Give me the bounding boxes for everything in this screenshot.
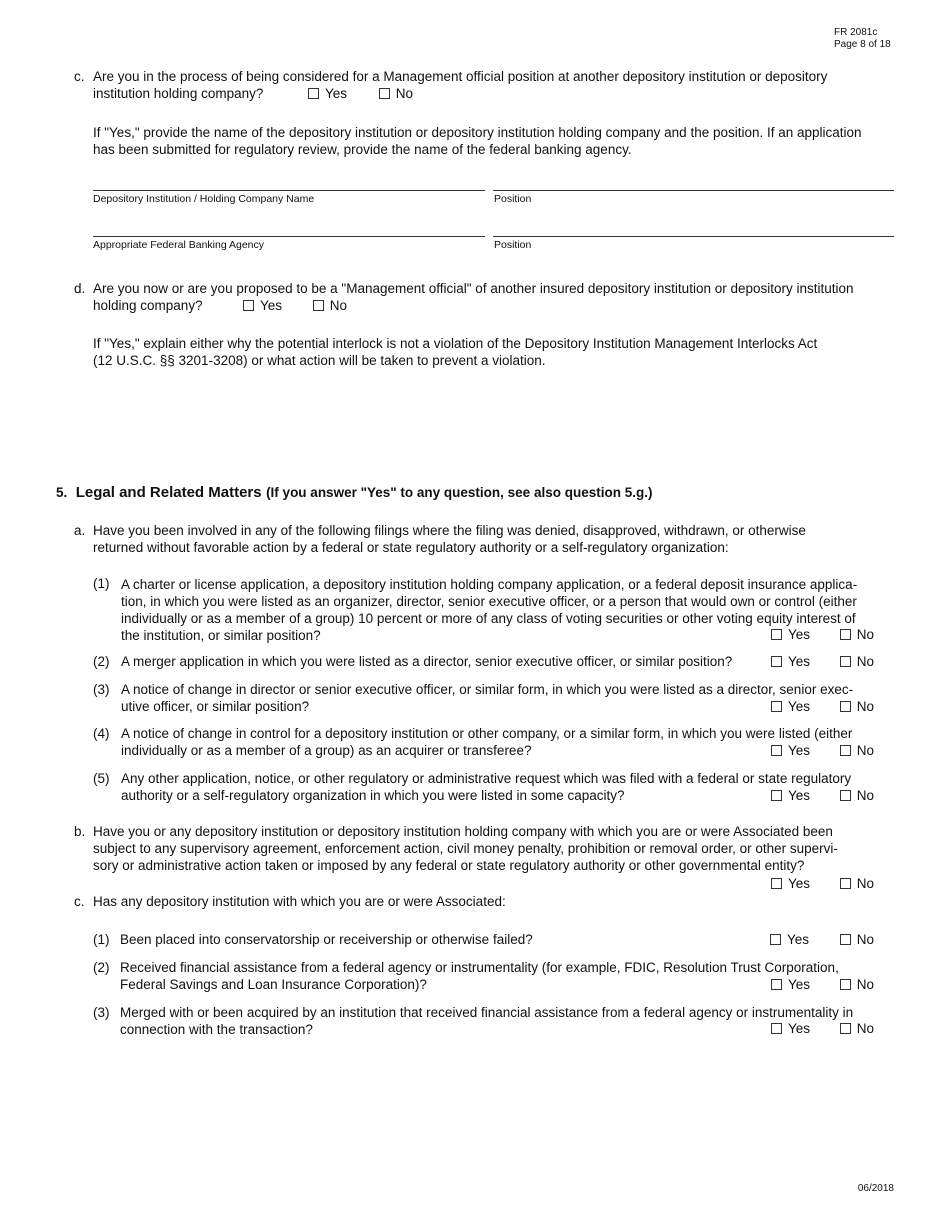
q5b-no-option[interactable] — [840, 875, 874, 892]
q5a3-no-option[interactable] — [840, 698, 874, 715]
q5a5-line2: authority or a self-regulatory organization in which you were listed in some capacity? — [121, 788, 625, 803]
q5c1-question: Been placed into conservatorship or receivership or otherwise failed? — [120, 932, 533, 947]
q5a4-line1: A notice of change in control for a depository institution or other company, or a similar form, in which you were listed (either — [121, 726, 853, 741]
q5a4-no-checkbox[interactable] — [840, 745, 851, 756]
page-number: Page 8 of 18 — [834, 39, 891, 50]
q5a1-line3: individually or as a member of a group) 10 percent or more of any class of voting securities or other voting equity interest of — [121, 611, 856, 626]
q5a1-marker: (1) — [93, 576, 110, 591]
q5c3-no-checkbox[interactable] — [840, 1023, 851, 1034]
q5a4-no-option[interactable] — [840, 742, 874, 759]
q5c2-answer — [771, 976, 874, 993]
q4c-yes-option[interactable] — [308, 85, 347, 102]
q5c3-no-option[interactable] — [840, 1020, 874, 1037]
q4c-no-label: No — [395, 86, 414, 101]
q5a-marker: a. — [74, 523, 86, 538]
q5b-line2: subject to any supervisory agreement, enforcement action, civil money penalty, prohibition or removal order, or other supervi- — [93, 841, 838, 856]
q4c-yes-checkbox[interactable] — [308, 88, 319, 99]
q4d-marker: d. — [74, 281, 86, 296]
q5c3-line1: Merged with or been acquired by an institution that received financial assistance from a federal agency or instrumentality in — [120, 1005, 854, 1020]
q5b-yes-option[interactable] — [771, 875, 810, 892]
section5-title: Legal and Related Matters — [75, 484, 262, 501]
q5c3-yes-checkbox[interactable] — [771, 1023, 782, 1034]
q5a5-yes-checkbox[interactable] — [771, 790, 782, 801]
q5c-marker: c. — [74, 894, 85, 909]
q4d-followup-line2: (12 U.S.C. §§ 3201-3208) or what action will be taken to prevent a violation. — [93, 353, 546, 368]
q5a4-marker: (4) — [93, 726, 110, 741]
q5c2-yes-option[interactable] — [771, 976, 810, 993]
q4d-followup-line1: If "Yes," explain either why the potential interlock is not a violation of the Depository Institution Management Interlocks Act — [93, 336, 818, 351]
q5b-answer — [771, 875, 874, 892]
q5a4-yes-option[interactable] — [771, 742, 810, 759]
q4c-answer — [308, 85, 413, 102]
form-id: FR 2081c — [834, 27, 878, 38]
q4d-answer — [243, 297, 347, 314]
q5a3-answer — [771, 698, 874, 715]
q5c3-yes-label: Yes — [788, 1021, 811, 1036]
q5c1-no-option[interactable] — [840, 931, 874, 948]
q5c1-yes-label: Yes — [787, 932, 810, 947]
q4c-position-label-1: Position — [494, 193, 532, 205]
q5c3-line2: connection with the transaction? — [120, 1022, 313, 1037]
q4c-institution-name-field[interactable] — [93, 190, 485, 191]
q5c1-answer — [770, 931, 874, 948]
q5a3-yes-checkbox[interactable] — [771, 701, 782, 712]
q5c1-no-label: No — [856, 932, 875, 947]
q4c-followup-line1: If "Yes," provide the name of the depository institution or depository institution holding company and the position. If an application — [93, 125, 862, 140]
revision-date: 06/2018 — [857, 1183, 894, 1194]
q5b-yes-checkbox[interactable] — [771, 878, 782, 889]
q5b-line1: Have you or any depository institution or depository institution holding company with which you are or were Associated been — [93, 824, 833, 839]
q5a1-line4: the institution, or similar position? — [121, 628, 321, 643]
q5a2-answer — [771, 653, 874, 670]
q5a3-marker: (3) — [93, 682, 110, 697]
q4c-position-field-2[interactable] — [493, 236, 894, 237]
q5a1-no-checkbox[interactable] — [840, 629, 851, 640]
q4c-banking-agency-field[interactable] — [93, 236, 485, 237]
q5a1-yes-label: Yes — [788, 627, 811, 642]
q5a5-marker: (5) — [93, 771, 110, 786]
q4c-position-label-2: Position — [494, 239, 532, 251]
q5c3-yes-option[interactable] — [771, 1020, 810, 1037]
q4c-line2: institution holding company? — [93, 86, 264, 101]
q4c-position-field-1[interactable] — [493, 190, 894, 191]
section5-heading — [56, 484, 652, 502]
q5a1-no-label: No — [856, 627, 875, 642]
q5a1-yes-checkbox[interactable] — [771, 629, 782, 640]
q4d-yes-label: Yes — [260, 298, 283, 313]
q4d-line2: holding company? — [93, 298, 203, 313]
q5a1-no-option[interactable] — [840, 626, 874, 643]
q5a3-no-label: No — [856, 699, 875, 714]
q5a-question — [93, 522, 913, 556]
q5c1-yes-option[interactable] — [770, 931, 809, 948]
q5a5-line1: Any other application, notice, or other regulatory or administrative request which was filed with a federal or state regulatory — [121, 771, 852, 786]
q5c2-yes-checkbox[interactable] — [771, 979, 782, 990]
q5b-no-checkbox[interactable] — [840, 878, 851, 889]
q5a4-line2: individually or as a member of a group) as an acquirer or transferee? — [121, 743, 532, 758]
q5a2-question — [121, 653, 771, 670]
q5c1-yes-checkbox[interactable] — [770, 934, 781, 945]
q5a5-no-checkbox[interactable] — [840, 790, 851, 801]
q5c2-no-label: No — [856, 977, 875, 992]
q5a3-no-checkbox[interactable] — [840, 701, 851, 712]
q5a2-marker: (2) — [93, 654, 110, 669]
q5a4-answer — [771, 742, 874, 759]
q5a2-yes-label: Yes — [788, 654, 811, 669]
q5a2-no-checkbox[interactable] — [840, 656, 851, 667]
q5c3-marker: (3) — [93, 1005, 110, 1020]
q5a4-yes-label: Yes — [788, 743, 811, 758]
q4c-followup-line2: has been submitted for regulatory review, provide the name of the federal banking agency. — [93, 142, 632, 157]
q5a2-no-label: No — [856, 654, 875, 669]
q4c-institution-name-label: Depository Institution / Holding Company Name — [93, 193, 315, 205]
q5b-question — [93, 823, 893, 874]
q5a4-no-label: No — [856, 743, 875, 758]
q4c-banking-agency-label: Appropriate Federal Banking Agency — [93, 239, 265, 251]
q5a5-no-label: No — [856, 788, 875, 803]
q4d-question — [93, 280, 913, 314]
q4c-line1: Are you in the process of being considered for a Management official position at another depository institution or depository — [93, 69, 828, 84]
q4c-no-option[interactable] — [379, 85, 413, 102]
q5c2-line1: Received financial assistance from a federal agency or instrumentality (for example, FDIC, Resolution Trust Corporation, — [120, 960, 839, 975]
q5a2-yes-checkbox[interactable] — [771, 656, 782, 667]
q5a3-yes-option[interactable] — [771, 698, 810, 715]
q5a5-yes-label: Yes — [788, 788, 811, 803]
q4c-marker: c. — [74, 69, 85, 84]
q5c2-marker: (2) — [93, 960, 110, 975]
q5a1-line1: A charter or license application, a depository institution holding company application, or a federal deposit insurance applica- — [121, 577, 858, 592]
q5a5-no-option[interactable] — [840, 787, 874, 804]
q5a2-line1: A merger application in which you were listed as a director, senior executive officer, or similar position? — [121, 654, 733, 669]
q5b-line3: sory or administrative action taken or imposed by any federal or state regulatory authority or other governmental entity? — [93, 858, 805, 873]
q4c-yes-label: Yes — [325, 86, 348, 101]
q4c-followup — [93, 124, 913, 158]
q4d-followup — [93, 335, 913, 369]
form-header — [834, 27, 894, 51]
q4d-no-option[interactable] — [313, 297, 347, 314]
q4d-line1: Are you now or are you proposed to be a "Management official" of another insured depository institution or depository institution — [93, 281, 854, 296]
q5c2-line2: Federal Savings and Loan Insurance Corporation)? — [120, 977, 427, 992]
q5b-yes-label: Yes — [788, 876, 811, 891]
q5b-no-label: No — [856, 876, 875, 891]
q4d-no-label: No — [329, 298, 348, 313]
q5a1-yes-option[interactable] — [771, 626, 810, 643]
q4c-no-checkbox[interactable] — [379, 88, 390, 99]
q5c2-no-checkbox[interactable] — [840, 979, 851, 990]
q5a3-line1: A notice of change in director or senior executive officer, or similar form, in which you were listed as a director, senior exec- — [121, 682, 854, 697]
q5c2-no-option[interactable] — [840, 976, 874, 993]
q5c3-answer — [771, 1020, 874, 1037]
q5a5-answer — [771, 787, 874, 804]
q4d-no-checkbox[interactable] — [313, 300, 324, 311]
q4c-question — [93, 68, 913, 102]
q4d-yes-option[interactable] — [243, 297, 282, 314]
q5a2-yes-option[interactable] — [771, 653, 810, 670]
q5a2-no-option[interactable] — [840, 653, 874, 670]
q5a-line1: Have you been involved in any of the following filings where the filing was denied, disapproved, withdrawn, or otherwise — [93, 523, 806, 538]
q5a4-yes-checkbox[interactable] — [771, 745, 782, 756]
section5-number: 5. — [56, 485, 68, 500]
q5c1-marker: (1) — [93, 932, 110, 947]
section5-subtitle: (If you answer "Yes" to any question, see also question 5.g.) — [266, 485, 653, 500]
q5c-question: Has any depository institution with which you are or were Associated: — [93, 894, 506, 909]
q5a5-yes-option[interactable] — [771, 787, 810, 804]
q5a3-line2: utive officer, or similar position? — [121, 699, 310, 714]
q5a3-yes-label: Yes — [788, 699, 811, 714]
q5a1-answer — [771, 626, 874, 643]
q5c3-no-label: No — [856, 1021, 875, 1036]
q5c2-yes-label: Yes — [788, 977, 811, 992]
q5a1-line2: tion, in which you were listed as an organizer, director, senior executive officer, or a person that would own or control (either — [121, 594, 857, 609]
q5a-line2: returned without favorable action by a federal or state regulatory authority or a self-regulatory organization: — [93, 540, 729, 555]
q4d-yes-checkbox[interactable] — [243, 300, 254, 311]
q5b-marker: b. — [74, 824, 86, 839]
q5c1-no-checkbox[interactable] — [840, 934, 851, 945]
